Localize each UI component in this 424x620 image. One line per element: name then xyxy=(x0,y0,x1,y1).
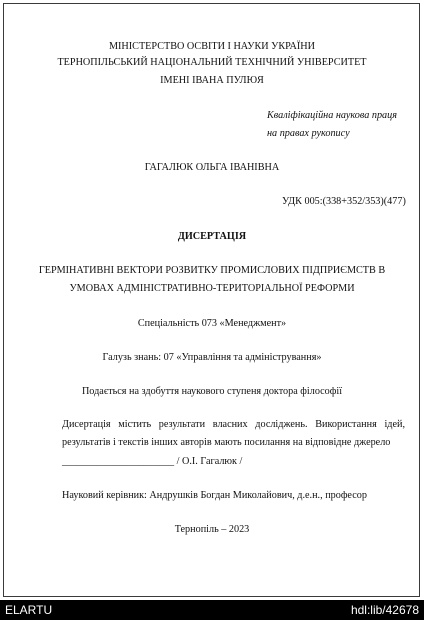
author-name: ГАГАЛЮК ОЛЬГА ІВАНІВНА xyxy=(144,162,280,173)
repository-footer-bar xyxy=(0,600,424,620)
udc-code: УДК 005:(338+352/353)(477) xyxy=(282,196,406,207)
document-type: ДИСЕРТАЦІЯ xyxy=(177,231,247,242)
dissertation-title-line1: ГЕРМІНАТИВНІ ВЕКТОРИ РОЗВИТКУ ПРОМИСЛОВИХ ПІДПРИЄМСТВ В xyxy=(38,265,386,276)
university-heading: ТЕРНОПІЛЬСЬКИЙ НАЦІОНАЛЬНИЙ ТЕХНІЧНИЙ УНІВЕРСИТЕТ xyxy=(57,57,367,68)
repository-name: ELARTU xyxy=(5,603,53,617)
dissertation-title-line2: УМОВАХ АДМІНІСТРАТИВНО-ТЕРИТОРІАЛЬНОЇ РЕФОРМИ xyxy=(69,283,355,294)
declaration-text: Дисертація містить результати власних досліджень. Використання ідей, результатів і текстів інших авторів мають посилання на відповідне джерело xyxy=(62,419,405,448)
university-name-heading: ІМЕНІ ІВАНА ПУЛЮЯ xyxy=(160,75,264,86)
degree-statement: Подається на здобуття наукового ступеня доктора філософії xyxy=(81,386,343,397)
handle-id: hdl:lib/42678 xyxy=(350,603,419,617)
qualification-note: Кваліфікаційна наукова праця xyxy=(267,110,397,121)
declaration-paragraph xyxy=(62,416,405,452)
field-of-knowledge: Галузь знань: 07 «Управління та адміністрування» xyxy=(102,352,322,363)
signature-line: ______________________ / О.І. Гагалюк / xyxy=(62,456,243,467)
supervisor: Науковий керівник: Андрушків Богдан Миколайович, д.е.н., професор xyxy=(62,490,367,501)
specialty: Спеціальність 073 «Менеджмент» xyxy=(137,318,287,329)
ministry-heading: МІНІСТЕРСТВО ОСВІТИ І НАУКИ УКРАЇНИ xyxy=(108,41,316,52)
manuscript-note: на правах рукопису xyxy=(267,128,350,139)
city-year: Тернопіль – 2023 xyxy=(174,524,250,535)
